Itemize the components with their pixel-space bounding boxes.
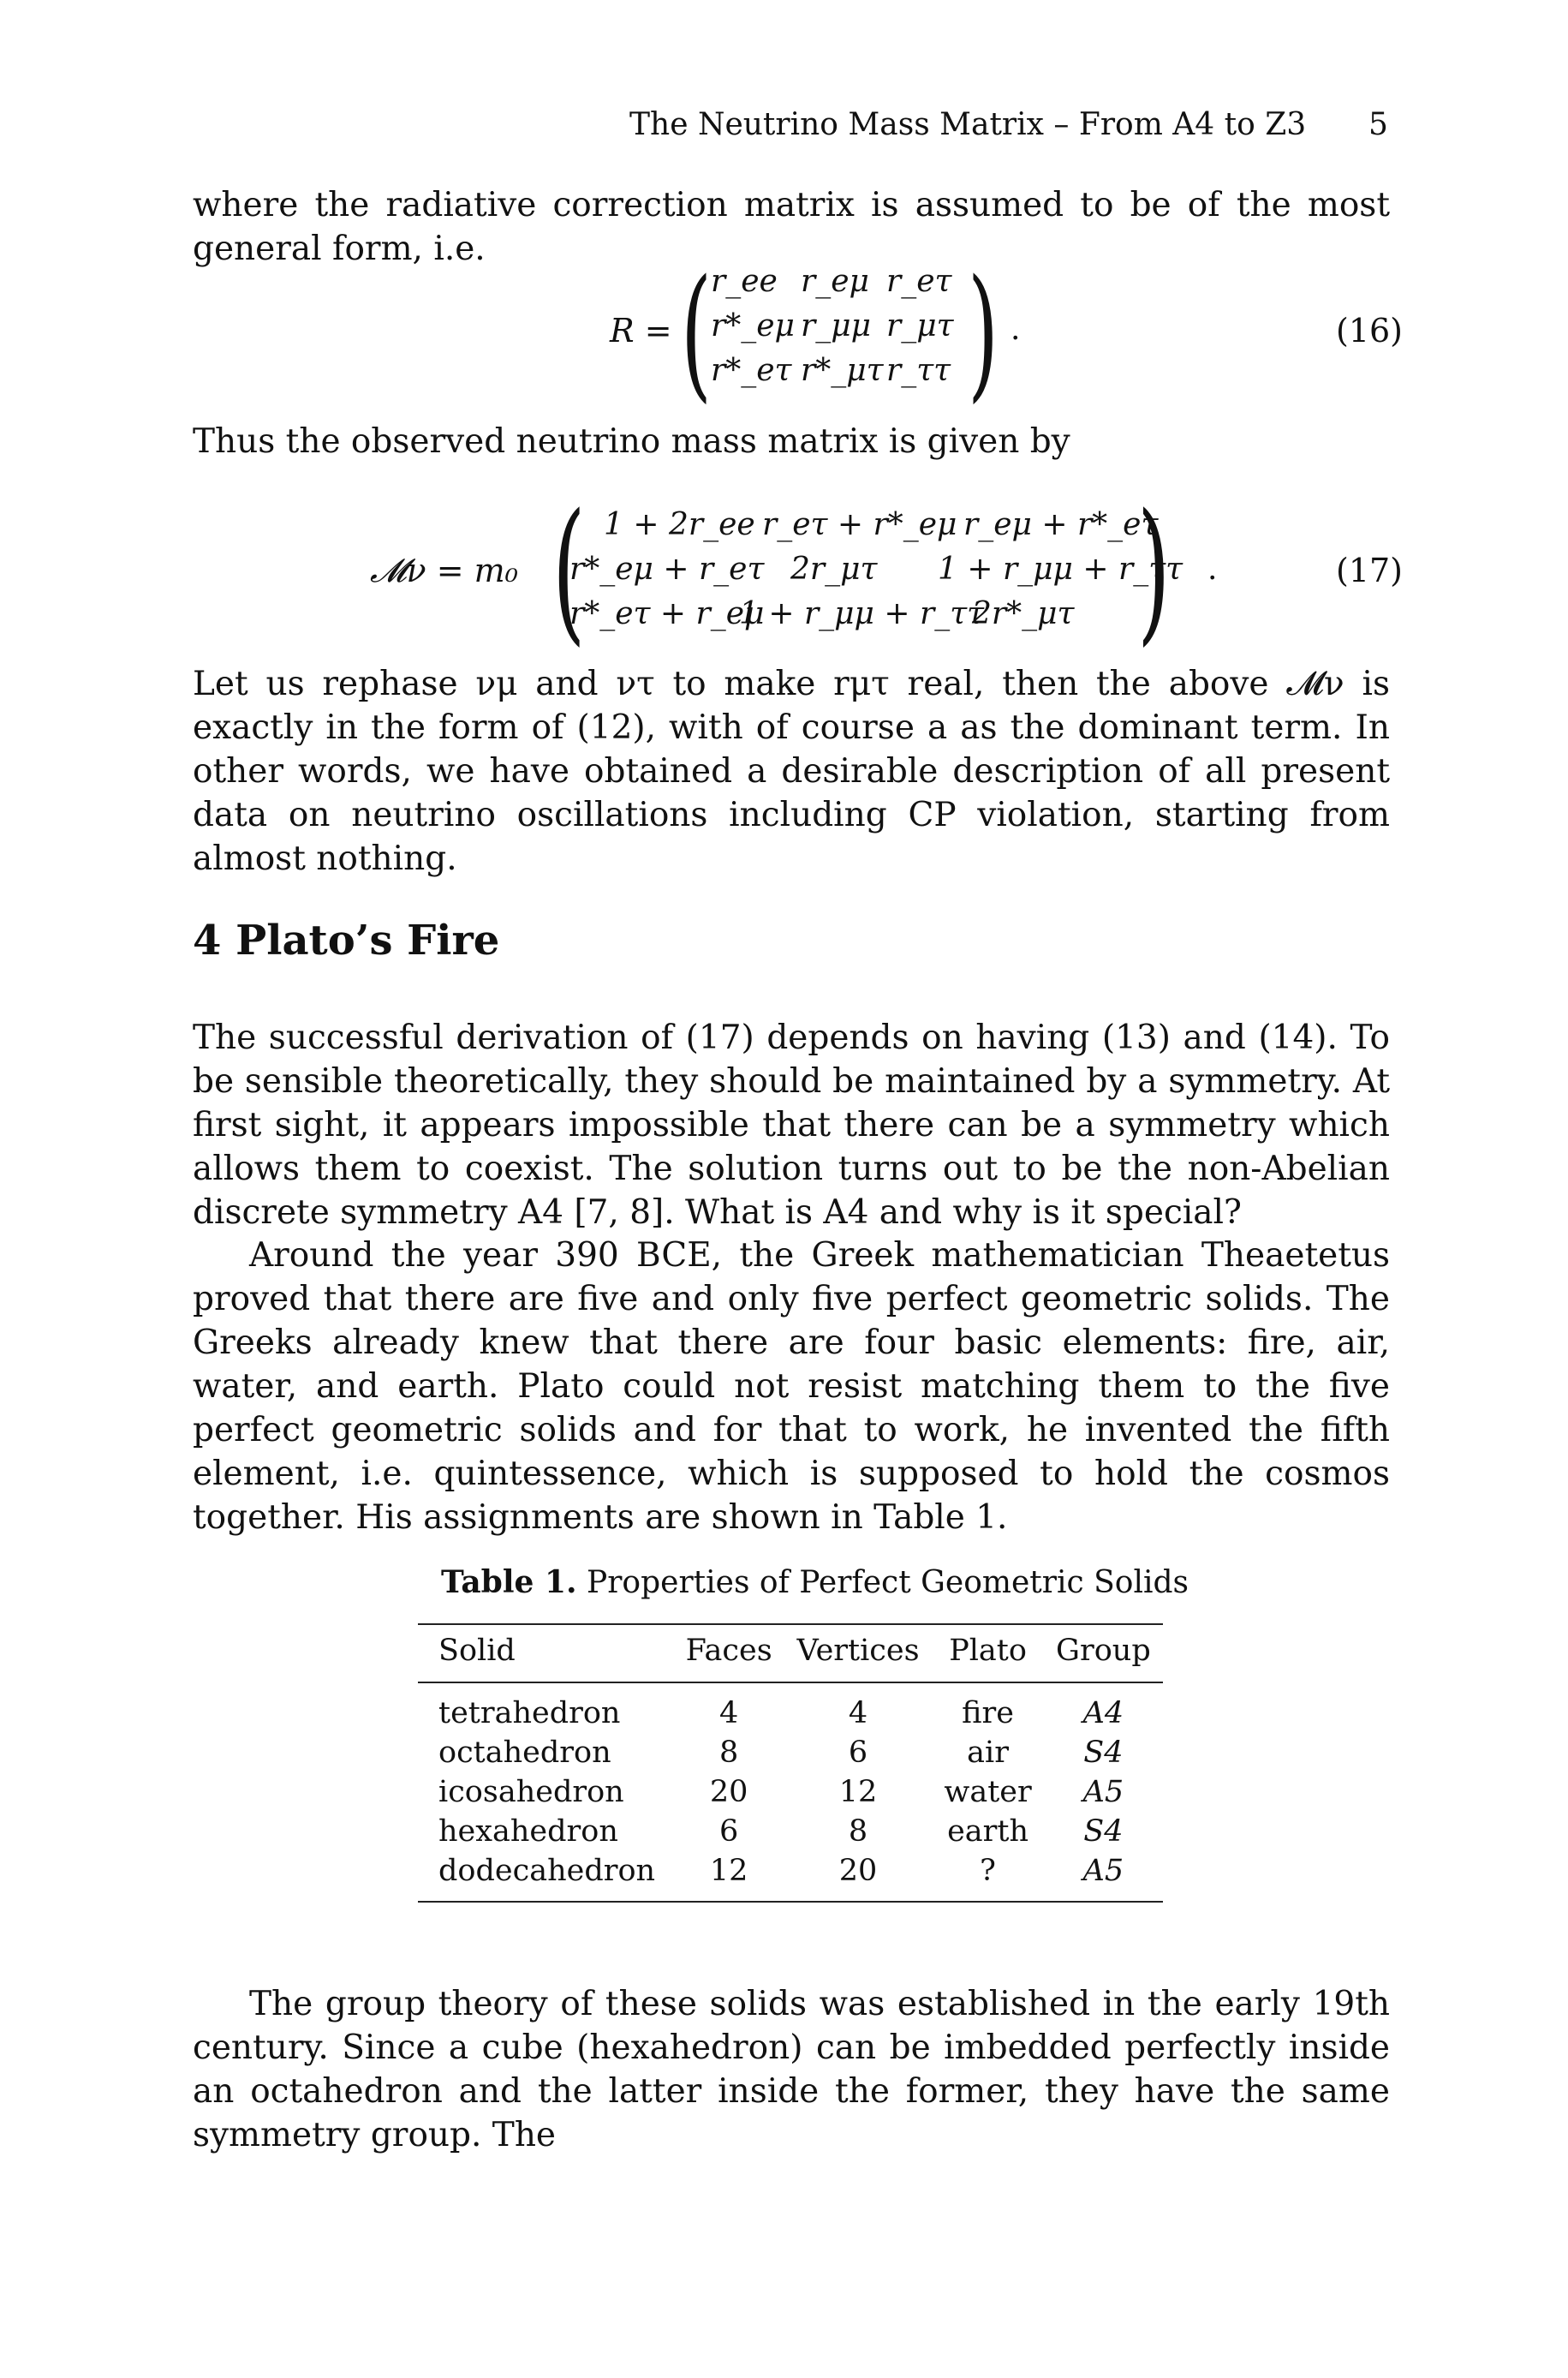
table-row	[418, 1812, 1163, 1851]
rephase-paragraph: Let us rephase νμ and ντ to make rμτ real, then the above 𝓜ν is exactly in the form of (12), with of course a as the dominant term. In other words, we have obtained a desirable description of all present data on neutrino oscillations including CP violation, starting from almost nothing.	[193, 665, 1390, 878]
table-cell: 12	[709, 1854, 748, 1888]
table-header-cell: Vertices	[796, 1634, 920, 1668]
table-cell: A5	[1082, 1775, 1124, 1809]
matrix-16-cell: r_eτ	[886, 264, 952, 299]
intro-paragraph: where the radiative correction matrix is assumed to be of the most general form, i.e.	[193, 186, 1390, 268]
equation-16-number: (16)	[1336, 312, 1404, 350]
table-header-row	[418, 1624, 1163, 1682]
table-cell: 12	[838, 1775, 878, 1809]
table-cell: air	[967, 1736, 1009, 1770]
table-cell: icosahedron	[438, 1775, 624, 1809]
table-row	[418, 1772, 1163, 1812]
table-cell: 4	[719, 1696, 739, 1730]
table-row	[418, 1733, 1163, 1772]
matrix-16-cell: r*_μτ	[801, 353, 884, 388]
paragraph-2: Around the year 390 BCE, the Greek mathematician Theaetetus proved that there are five and only five perfect geometric solids. The Greeks already knew that there are four basic elements: fire, air, water, and earth. Plato could not resist matching them to the five perfect geometric solids and for that to work, he invented the fifth element, i.e. quintessence, which is supposed to hold the cosmos together. His assignments are shown in Table 1.	[193, 1236, 1390, 1537]
table-cell: water	[944, 1775, 1032, 1809]
matrix-17-cell: r_eμ + r*_eτ	[963, 507, 1159, 542]
table-cell: fire	[962, 1696, 1014, 1730]
table-header-cell: Faces	[685, 1634, 772, 1668]
equation-16-right-paren: )	[968, 248, 999, 416]
matrix-16-cell: r_μτ	[886, 308, 954, 344]
matrix-16-cell: r*_eμ	[711, 308, 795, 344]
equation-17-lhs: 𝓜ν = m₀	[370, 552, 518, 589]
table-cell: A4	[1082, 1696, 1124, 1730]
equation-17-number: (17)	[1336, 552, 1404, 589]
matrix-17-cell: r*_eτ + r_eμ	[569, 596, 765, 631]
matrix-16-cell: r*_eτ	[711, 353, 792, 388]
matrix-16-cell: r_ττ	[886, 353, 951, 388]
table-cell: A5	[1082, 1854, 1124, 1888]
table-cell: tetrahedron	[438, 1696, 621, 1730]
equation-16	[0, 248, 1568, 420]
matrix-17-cell: 2r_μτ	[790, 552, 878, 587]
table-cell: S4	[1083, 1814, 1124, 1849]
equation-16-left-paren: (	[681, 248, 712, 416]
table-cell: 20	[709, 1775, 748, 1809]
table-cell: 20	[838, 1854, 878, 1888]
table-caption-label: Table 1.	[441, 1564, 577, 1600]
table-cell: 6	[719, 1814, 739, 1849]
table-cell: octahedron	[438, 1736, 611, 1770]
matrix-17-cell: 1 + 2r_ee	[604, 507, 755, 542]
matrix-16-cell: r_μμ	[801, 308, 872, 344]
running-title: The Neutrino Mass Matrix – From A4 to Z3	[629, 107, 1307, 142]
table-cell: 4	[848, 1696, 868, 1730]
equation-16-period: .	[1011, 312, 1021, 347]
thus-paragraph: Thus the observed neutrino mass matrix is given by	[193, 422, 1070, 461]
matrix-17-cell: 1 + r_μμ + r_ττ	[739, 596, 985, 631]
matrix-16-cell: r_eμ	[801, 264, 869, 299]
table-cell: dodecahedron	[438, 1854, 656, 1888]
page-number: 5	[1368, 107, 1388, 142]
equation-16-lhs: R =	[610, 312, 672, 350]
table-caption-text: Properties of Perfect Geometric Solids	[587, 1565, 1189, 1600]
section-heading: 4 Plato’s Fire	[193, 917, 500, 965]
paragraph-3: The group theory of these solids was established in the early 19th century. Since a cube (hexahedron) can be imbedded perfectly inside an octahedron and the latter inside the former, they have the same symmetry group. The	[193, 1985, 1390, 2154]
matrix-17-cell: r_eτ + r*_eμ	[762, 507, 957, 542]
table-header-cell: Group	[1056, 1634, 1151, 1668]
table-cell: 8	[719, 1736, 739, 1770]
equation-17	[0, 481, 1568, 660]
table-header-cell: Solid	[438, 1634, 516, 1668]
table-cell: hexahedron	[438, 1814, 618, 1849]
table-cell: earth	[947, 1814, 1029, 1849]
solids-table	[418, 1623, 1163, 1903]
matrix-17-cell: r*_eμ + r_eτ	[569, 552, 765, 587]
table-header-cell: Plato	[949, 1634, 1027, 1668]
matrix-17-cell: 2r*_μτ	[972, 596, 1075, 631]
table-cell: 6	[848, 1736, 868, 1770]
equation-17-left-paren: (	[552, 481, 586, 660]
equation-17-period: .	[1207, 552, 1218, 587]
table-caption	[441, 1563, 1189, 1602]
matrix-17-cell: 1 + r_μμ + r_ττ	[938, 552, 1183, 587]
equation-17-right-paren: )	[1137, 481, 1171, 660]
paragraph-1: The successful derivation of (17) depends on having (13) and (14). To be sensible theoretically, they should be maintained by a symmetry. At first sight, it appears impossible that there can be a symmetry which allows them to coexist. The solution turns out to be the non-Abelian discrete symmetry A4 [7, 8]. What is A4 and why is it special?	[193, 1019, 1390, 1232]
table-cell: ?	[980, 1854, 996, 1888]
table-cell: 8	[848, 1814, 868, 1849]
table-row	[418, 1682, 1163, 1733]
matrix-16-cell: r_ee	[711, 264, 778, 299]
table-row	[418, 1851, 1163, 1902]
table-cell: S4	[1083, 1736, 1124, 1770]
